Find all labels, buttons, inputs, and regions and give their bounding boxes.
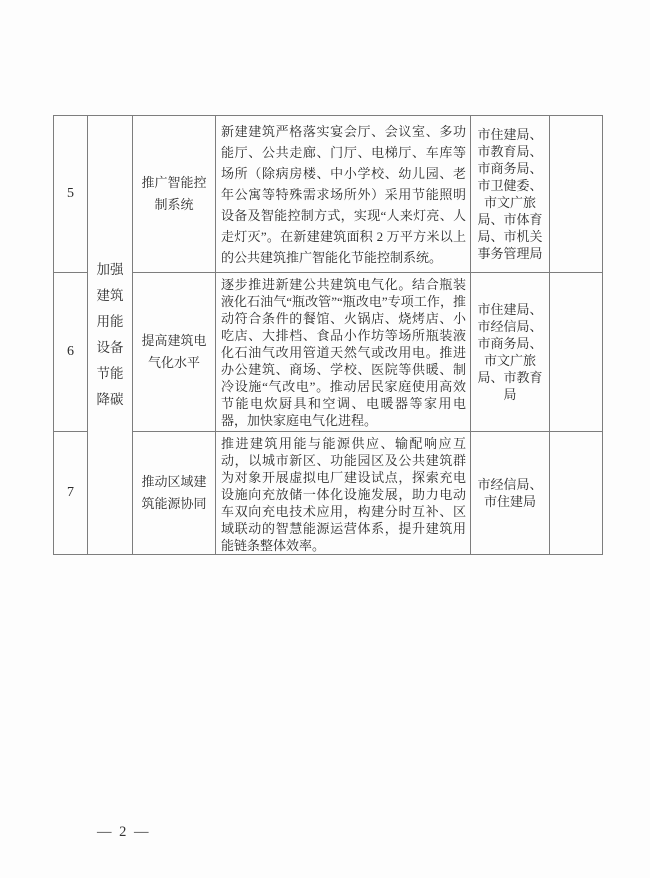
departments-cell: 市住建局、市教育局、市商务局、市卫健委、市文广旅局、市体育局、市机关事务管理局 (471, 116, 550, 273)
description-cell: 推进建筑用能与能源供应、输配响应互动，以城市新区、功能园区及公共建筑群为对象开展虚拟电厂建设试点，探索充电设施向充放储一体化设施发展，助力电动车双向充电技术应用，构建分时互补、区域联动的智慧能源运营体系，提升建筑用能链条整体效率。 (216, 432, 471, 555)
measure-cell: 提高建筑电气化水平 (133, 273, 216, 432)
table-row-7 (54, 432, 603, 555)
table-row-6 (54, 273, 603, 432)
remark-cell (550, 432, 603, 555)
table-row-5 (54, 116, 603, 273)
departments-cell: 市经信局、市住建局 (471, 432, 550, 555)
measures-table (53, 115, 603, 555)
measure-cell: 推动区域建筑能源协同 (133, 432, 216, 555)
remark-cell (550, 116, 603, 273)
row-number: 6 (54, 273, 88, 432)
measure-cell: 推广智能控制系统 (133, 116, 216, 273)
row-number: 7 (54, 432, 88, 555)
row-number: 5 (54, 116, 88, 273)
departments-cell: 市住建局、市经信局、市商务局、市文广旅局、市教育局 (471, 273, 550, 432)
page-number: — 2 — (97, 824, 151, 840)
description-cell: 新建建筑严格落实宴会厅、会议室、多功能厅、公共走廊、门厅、电梯厅、车库等场所（除病房楼、中小学校、幼儿园、老年公寓等特殊需求场所外）采用节能照明设备及智能控制方式，实现“人来灯亮、人走灯灭”。在新建建筑面积 2 万平方米以上的公共建筑推广智能化节能控制系统。 (216, 116, 471, 273)
category-cell: 加强建筑用能设备节能降碳 (88, 116, 133, 555)
remark-cell (550, 273, 603, 432)
description-cell: 逐步推进新建公共建筑电气化。结合瓶装液化石油气“瓶改管”“瓶改电”专项工作，推动符合条件的餐馆、火锅店、烧烤店、小吃店、大排档、食品小作坊等场所瓶装液化石油气改用管道天然气或改用电。推进办公建筑、商场、学校、医院等供暖、制冷设施“气改电”。推动居民家庭使用高效节能电炊厨具和空调、电暖器等家用电器，加快家庭电气化进程。 (216, 273, 471, 432)
